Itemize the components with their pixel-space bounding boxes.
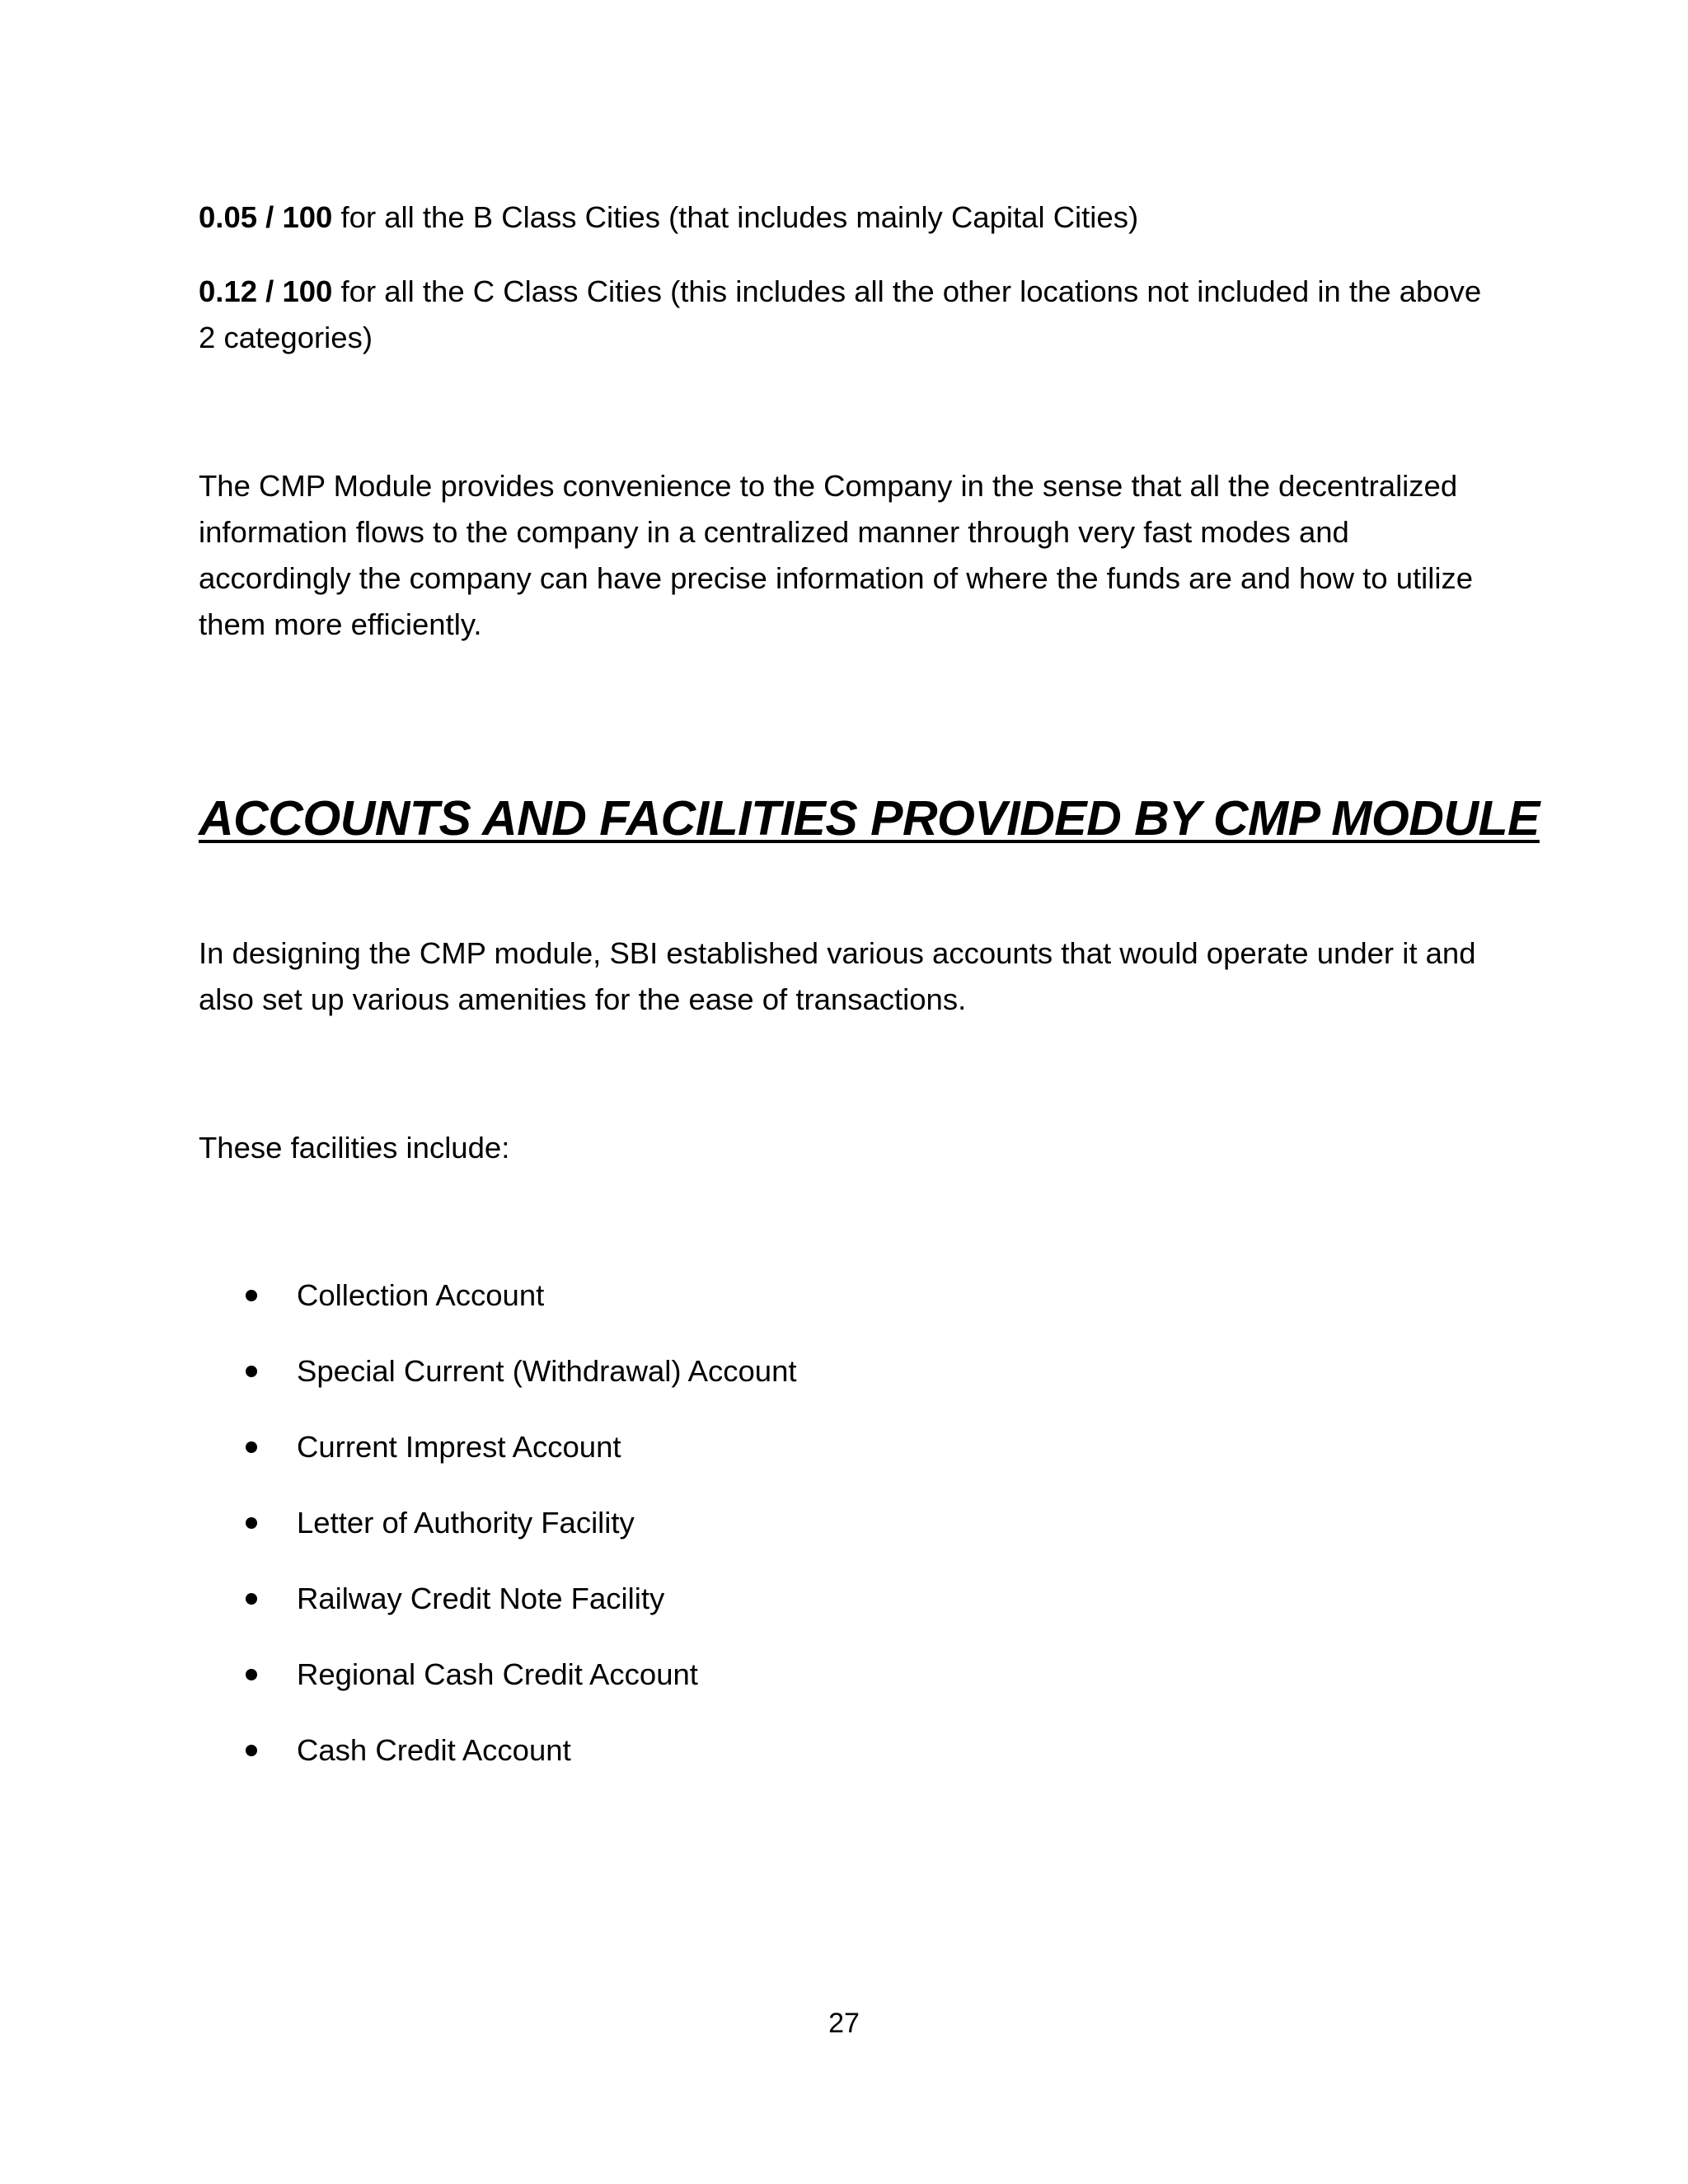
list-item: [199, 1424, 1435, 1500]
rate-value: 0.12 / 100: [199, 274, 333, 308]
list-item-label: Current Imprest Account: [297, 1430, 621, 1464]
list-item-label: Cash Credit Account: [297, 1733, 571, 1767]
cmp-module-paragraph: The CMP Module provides convenience to the Company in the sense that all the decentralized information flows to the company in a centralized manner through very fast modes and accordingly the company can have precise information of where the funds are and how to utilize them more efficiently.: [199, 469, 1474, 641]
bullet-icon: [246, 1366, 257, 1377]
design-paragraph: In designing the CMP module, SBI established various accounts that would operate under it and also set up various amenities for the ease of transactions.: [199, 936, 1476, 1016]
list-item: [199, 1272, 1435, 1348]
list-item: [199, 1727, 1435, 1803]
bullet-icon: [246, 1517, 257, 1529]
list-item: [199, 1652, 1435, 1727]
facilities-list: [199, 1272, 1435, 1803]
list-item: [199, 1348, 1435, 1424]
bullet-icon: [246, 1745, 257, 1756]
bullet-icon: [246, 1593, 257, 1605]
bullet-icon: [246, 1669, 257, 1680]
bullet-icon: [246, 1290, 257, 1301]
rate-description: for all the C Class Cities (this includes all the other locations not included in the above 2 categories): [199, 274, 1482, 354]
rate-line-c-class: [199, 269, 1493, 361]
rate-value: 0.05 / 100: [199, 200, 333, 234]
list-item-label: Letter of Authority Facility: [297, 1506, 635, 1540]
page-number: 27: [828, 2008, 860, 2039]
bullet-icon: [246, 1441, 257, 1453]
list-item-label: Special Current (Withdrawal) Account: [297, 1354, 797, 1388]
list-item-label: Railway Credit Note Facility: [297, 1582, 665, 1615]
rate-description: for all the B Class Cities (that includes mainly Capital Cities): [332, 200, 1139, 234]
list-item-label: Collection Account: [297, 1278, 545, 1312]
list-item: [199, 1576, 1435, 1652]
section-heading: ACCOUNTS AND FACILITIES PROVIDED BY CMP MODULE: [199, 790, 1540, 846]
list-item-label: Regional Cash Credit Account: [297, 1657, 698, 1691]
list-item: [199, 1500, 1435, 1576]
facilities-intro: These facilities include:: [199, 1131, 510, 1165]
rate-line-b-class: [199, 194, 1493, 241]
